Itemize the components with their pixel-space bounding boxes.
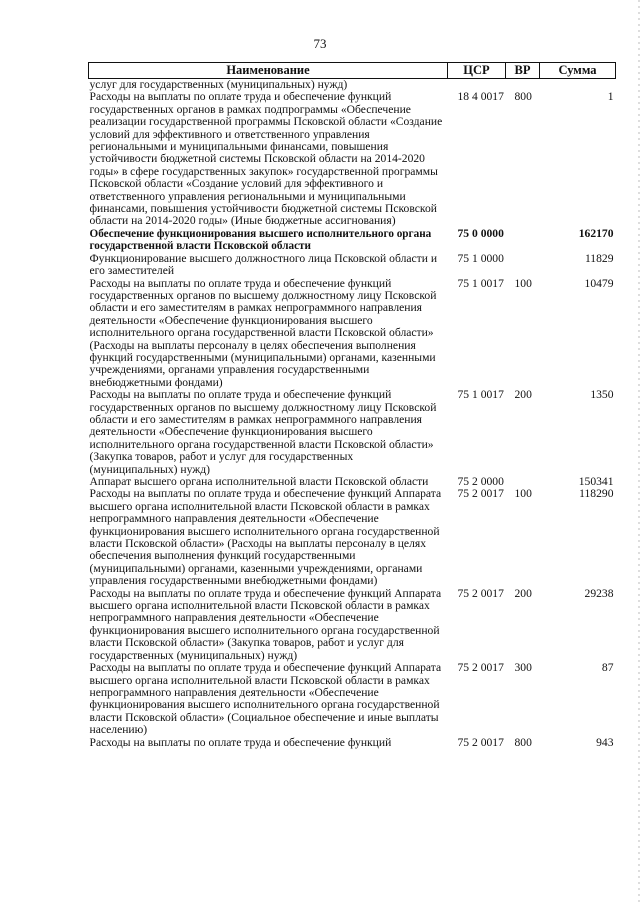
table-row <box>89 488 616 587</box>
header-csr: ЦСР <box>448 63 506 79</box>
page-number: 73 <box>313 36 327 51</box>
row-csr: 75 1 0000 <box>457 251 504 265</box>
row-sum <box>540 79 616 92</box>
budget-table <box>88 62 616 749</box>
table-row <box>89 253 616 278</box>
row-csr: 75 2 0017 <box>457 586 504 600</box>
row-name: Расходы на выплаты по оплате труда и обеспечение функций Аппарата высшего органа исполнительной власти Псковской области в рамках непрограммного направления деятельности «Обеспечение функционирования высшего исполнительного органа государственной власти Псковской области» (Социальное обеспечение и иные выплаты населению) <box>89 661 442 737</box>
table-row <box>89 588 616 662</box>
row-csr: 75 0 0000 <box>457 226 504 240</box>
header-name: Наименование <box>89 63 448 79</box>
row-sum: 87 <box>601 661 614 675</box>
table-row <box>89 389 616 476</box>
row-csr: 75 1 0017 <box>457 276 504 290</box>
row-sum: 1 <box>607 90 614 104</box>
row-sum: 1350 <box>590 388 614 402</box>
row-sum: 29238 <box>584 586 614 600</box>
row-vr: 300 <box>514 661 532 675</box>
row-name: Расходы на выплаты по оплате труда и обеспечение функций государственных органов по высшему должностному лицу Псковской области и его заместителям в рамках непрограммного направления деятельности «Обеспечение функционирования высшего исполнительного органа государственной власти Псковской области» (Расходы на выплаты персоналу в целях обеспечения выполнения функций государственными (муниципальными) органами, казенными учреждениями, органами управления государственными внебюджетными фондами) <box>89 276 437 389</box>
row-sum: 10479 <box>584 276 614 290</box>
row-name: Расходы на выплаты по оплате труда и обеспечение функций государственных органов в рамках подпрограммы «Обеспечение реализации государственной программы Псковской области «Создание условий для эффективного и ответственного управления региональными и муниципальными финансами, повышения устойчивости бюджетной системы Псковской области на 2014-2020 годы» в сфере государственных закупок» государственной программы Псковской области «Создание условий для эффективного и ответственного управления региональными и муниципальными финансами, повышения устойчивости бюджетной системы Псковской области на 2014-2020 годы» (Иные бюджетные ассигнования) <box>89 90 443 228</box>
table-header-row <box>89 63 616 79</box>
row-sum: 150341 <box>578 475 614 488</box>
row-csr: 75 2 0017 <box>457 661 504 675</box>
row-csr: 75 2 0017 <box>457 487 504 501</box>
row-csr: 18 4 0017 <box>457 90 504 104</box>
table-row <box>89 228 616 253</box>
row-name: услуг для государственных (муниципальных) нужд) <box>89 78 348 91</box>
row-sum: 11829 <box>584 251 614 265</box>
row-name: Расходы на выплаты по оплате труда и обеспечение функций Аппарата высшего органа исполнительной власти Псковской области в рамках непрограммного направления деятельности «Обеспечение функционирования высшего исполнительного органа государственной власти Псковской области» (Закупка товаров, работ и услуг для государственных (муниципальных) нужд) <box>89 586 442 662</box>
table-row <box>89 737 616 749</box>
row-csr: 75 1 0017 <box>457 388 504 402</box>
header-sum: Сумма <box>540 63 616 79</box>
row-vr: 200 <box>514 586 532 600</box>
header-vr: ВР <box>506 63 540 79</box>
row-vr: 800 <box>514 735 532 749</box>
row-vr: 100 <box>514 276 532 290</box>
row-sum: 118290 <box>579 487 614 501</box>
row-name: Функционирование высшего должностного лица Псковской области и его заместителей <box>89 251 438 278</box>
row-name: Расходы на выплаты по оплате труда и обеспечение функций государственных органов по высшему должностному лицу Псковской области и его заместителям в рамках непрограммного направления деятельности «Обеспечение функционирования высшего исполнительного органа государственной власти Псковской области» (Закупка товаров, работ и услуг для государственных (муниципальных) нужд) <box>89 388 437 476</box>
row-name: Расходы на выплаты по оплате труда и обеспечение функций <box>89 735 392 749</box>
row-vr <box>506 228 540 253</box>
row-vr: 100 <box>514 487 532 501</box>
row-csr: 75 2 0000 <box>457 475 504 488</box>
row-name: Расходы на выплаты по оплате труда и обеспечение функций Аппарата высшего органа исполнительной власти Псковской области в рамках непрограммного направления деятельности «Обеспечение функционирования высшего исполнительного органа государственной власти Псковской области» (Расходы на выплаты персоналу в целях обеспечения выполнения функций государственными (муниципальными) органами, казенными учреждениями, органами управления государственными внебюджетными фондами) <box>89 487 442 588</box>
table-row <box>89 278 616 390</box>
row-vr <box>506 253 540 278</box>
table-body <box>89 79 616 749</box>
table-row <box>89 91 616 227</box>
row-sum: 943 <box>596 735 614 749</box>
row-name: Обеспечение функционирования высшего исполнительного органа государственной власти Псковской области <box>89 227 432 253</box>
row-vr: 200 <box>514 388 532 402</box>
row-vr: 800 <box>514 90 532 104</box>
row-csr: 75 2 0017 <box>457 735 504 749</box>
row-name: Аппарат высшего органа исполнительной власти Псковской области <box>89 475 429 488</box>
table-row <box>89 662 616 736</box>
row-sum: 162170 <box>578 226 614 240</box>
